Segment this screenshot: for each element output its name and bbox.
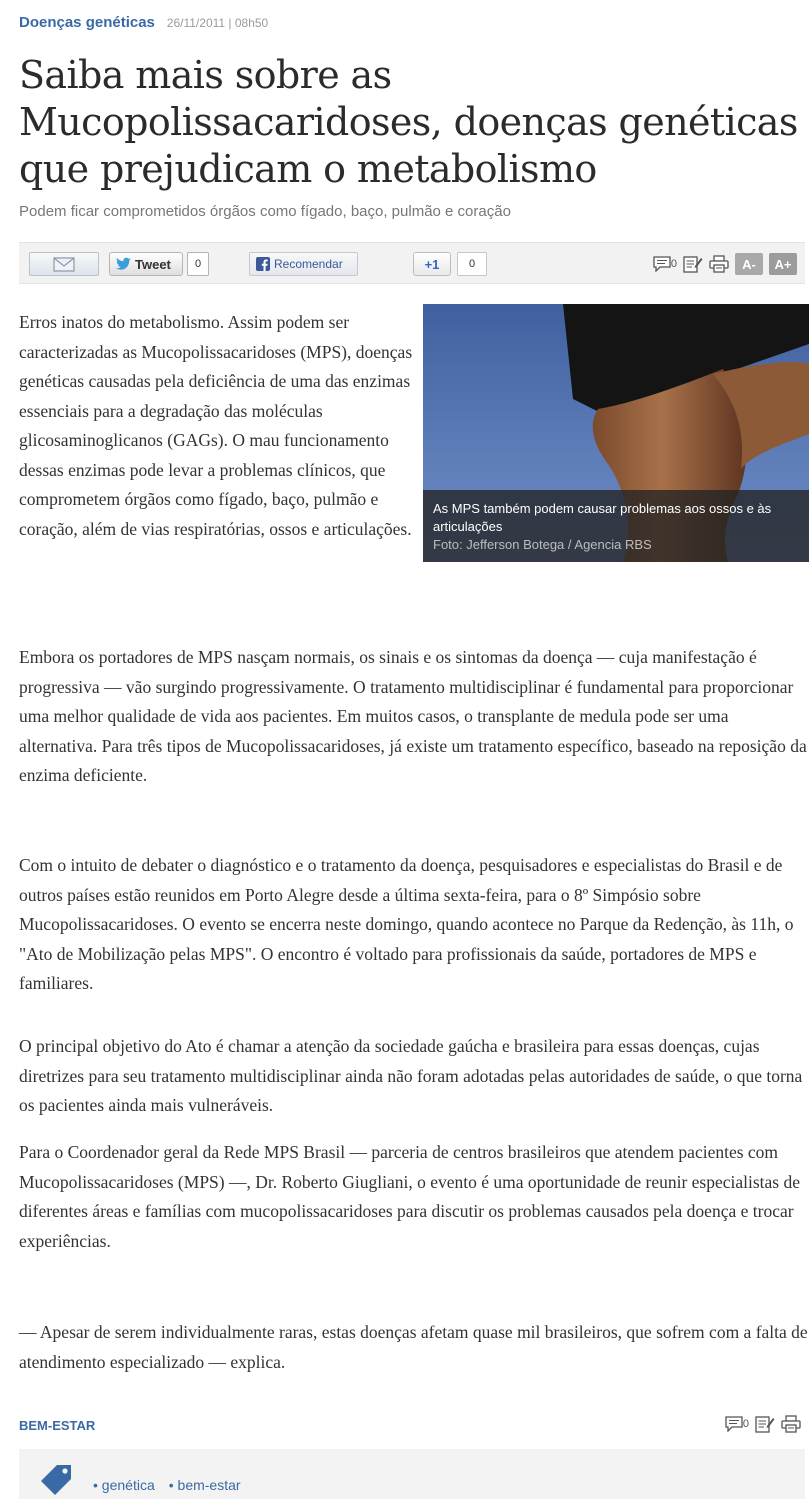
facebook-icon	[256, 257, 270, 271]
section-footer-link[interactable]: BEM-ESTAR	[19, 1418, 96, 1433]
plusone-label: +1	[424, 256, 440, 272]
font-decrease-button[interactable]: A-	[735, 253, 763, 275]
footer-comments-count: 0	[742, 1418, 749, 1430]
edit-icon	[683, 255, 703, 273]
article-paragraph: Para o Coordenador geral da Rede MPS Brasil — parceria de centros brasileiros que atendem pacientes com Mucopolissacaridoses (MPS) —, Dr. Roberto Giugliani, o evento é uma oportunidade de reunir especialistas de diferentes áreas e famílias com mucopolissacaridoses para discutir os problemas causados pela doença e trocar experiências.	[19, 1142, 801, 1251]
article-paragraph: Com o intuito de debater o diagnóstico e o tratamento da doença, pesquisadores e especialistas do Brasil e de outros países estão reunidos em Porto Alegre desde a última sexta-feira, para o 8º Simpósio sobre Mucopolissacaridoses. O evento se encerra neste domingo, quando acontece no Parque da Redenção, às 11h, o "Ato de Mobilização pelas MPS". O encontro é voltado para profissionais da saúde, portadores de MPS e familiares.	[19, 855, 794, 993]
printer-icon	[781, 1415, 801, 1433]
article-paragraph: — Apesar de serem individualmente raras, estas doenças afetam quase mil brasileiros, que sofrem com a falta de atendimento especializado — explica.	[19, 1322, 808, 1372]
tag-item[interactable]: • bem-estar	[168, 1477, 241, 1493]
comment-bubble-icon	[725, 1416, 743, 1432]
plusone-count: 0	[457, 252, 487, 276]
article-headline: Saiba mais sobre as Mucopolissacaridoses, doenças genéticas que prejudicam o metabolismo	[19, 53, 798, 191]
footer-edit-button[interactable]	[755, 1414, 775, 1434]
tweet-count: 0	[187, 252, 209, 276]
footer-actions	[725, 1414, 801, 1434]
footer-print-button[interactable]	[781, 1414, 801, 1434]
footer-comments-button[interactable]	[725, 1414, 749, 1434]
twitter-bird-icon	[114, 257, 132, 271]
tweet-label: Tweet	[135, 256, 171, 272]
tag-item[interactable]: • genética	[93, 1477, 155, 1493]
article-paragraph: Embora os portadores de MPS nasçam normais, os sinais e os sintomas da doença — cuja manifestação é progressiva — vão surgindo progressivamente. O tratamento multidisciplinar é fundamental para proporcionar uma melhor qualidade de vida aos pacientes. Em muitos casos, o transplante de medula pode ser uma alternativa. Para três tipos de Mucopolissacaridoses, já existe um tratamento específico, baseado na reposição da enzima deficiente.	[19, 647, 807, 785]
article-subtitle: Podem ficar comprometidos órgãos como fígado, baço, pulmão e coração	[19, 203, 511, 220]
envelope-icon	[53, 257, 75, 272]
section-link[interactable]: Doenças genéticas	[19, 14, 155, 31]
tag-icon	[39, 1463, 75, 1495]
tags-bar	[19, 1449, 805, 1499]
edit-report-button[interactable]	[683, 254, 703, 274]
tag-list	[93, 1477, 241, 1493]
google-plusone-button[interactable]	[413, 252, 451, 276]
comments-button[interactable]	[653, 254, 677, 274]
tag-label: genética	[101, 1477, 155, 1493]
photo-credit: Foto: Jefferson Botega / Agencia RBS	[433, 537, 652, 552]
comments-count: 0	[670, 258, 677, 270]
facebook-recommend-button[interactable]	[249, 252, 358, 276]
print-button[interactable]	[709, 254, 729, 274]
article-paragraph: Erros inatos do metabolismo. Assim podem ser caracterizadas as Mucopolissacaridoses (MPS), doenças genéticas causadas pela deficiência de uma das enzimas essenciais para a degradação das moléculas glicosaminoglicanos (GAGs). O mau funcionamento dessas enzimas pode levar a problemas clínicos, que comprometem órgãos como fígado, baço, pulmão e coração, além de vias respiratórias, ossos e articulações.	[19, 312, 413, 539]
article-photo	[423, 304, 809, 562]
caption-text: As MPS também podem causar problemas aos ossos e às articulações	[433, 501, 772, 534]
article-paragraph: O principal objetivo do Ato é chamar a atenção da sociedade gaúcha e brasileira para essas doenças, cujas diretrizes para seu tratamento multidisciplinar ainda não foram adotadas pelas autoridades de saúde, o que torna os pacientes ainda mais vulneráveis.	[19, 1036, 803, 1115]
comment-bubble-icon	[653, 256, 671, 272]
share-toolbar	[19, 242, 805, 284]
email-share-button[interactable]	[29, 252, 99, 276]
facebook-label: Recomendar	[274, 257, 343, 271]
photo-caption	[423, 490, 809, 562]
article-meta	[19, 14, 268, 31]
font-increase-button[interactable]: A+	[769, 253, 797, 275]
edit-icon	[755, 1415, 775, 1433]
printer-icon	[709, 255, 729, 273]
tweet-button[interactable]	[109, 252, 183, 276]
toolbar-right-actions	[653, 252, 797, 276]
tag-label: bem-estar	[177, 1477, 241, 1493]
publish-date: 26/11/2011 | 08h50	[166, 16, 269, 30]
